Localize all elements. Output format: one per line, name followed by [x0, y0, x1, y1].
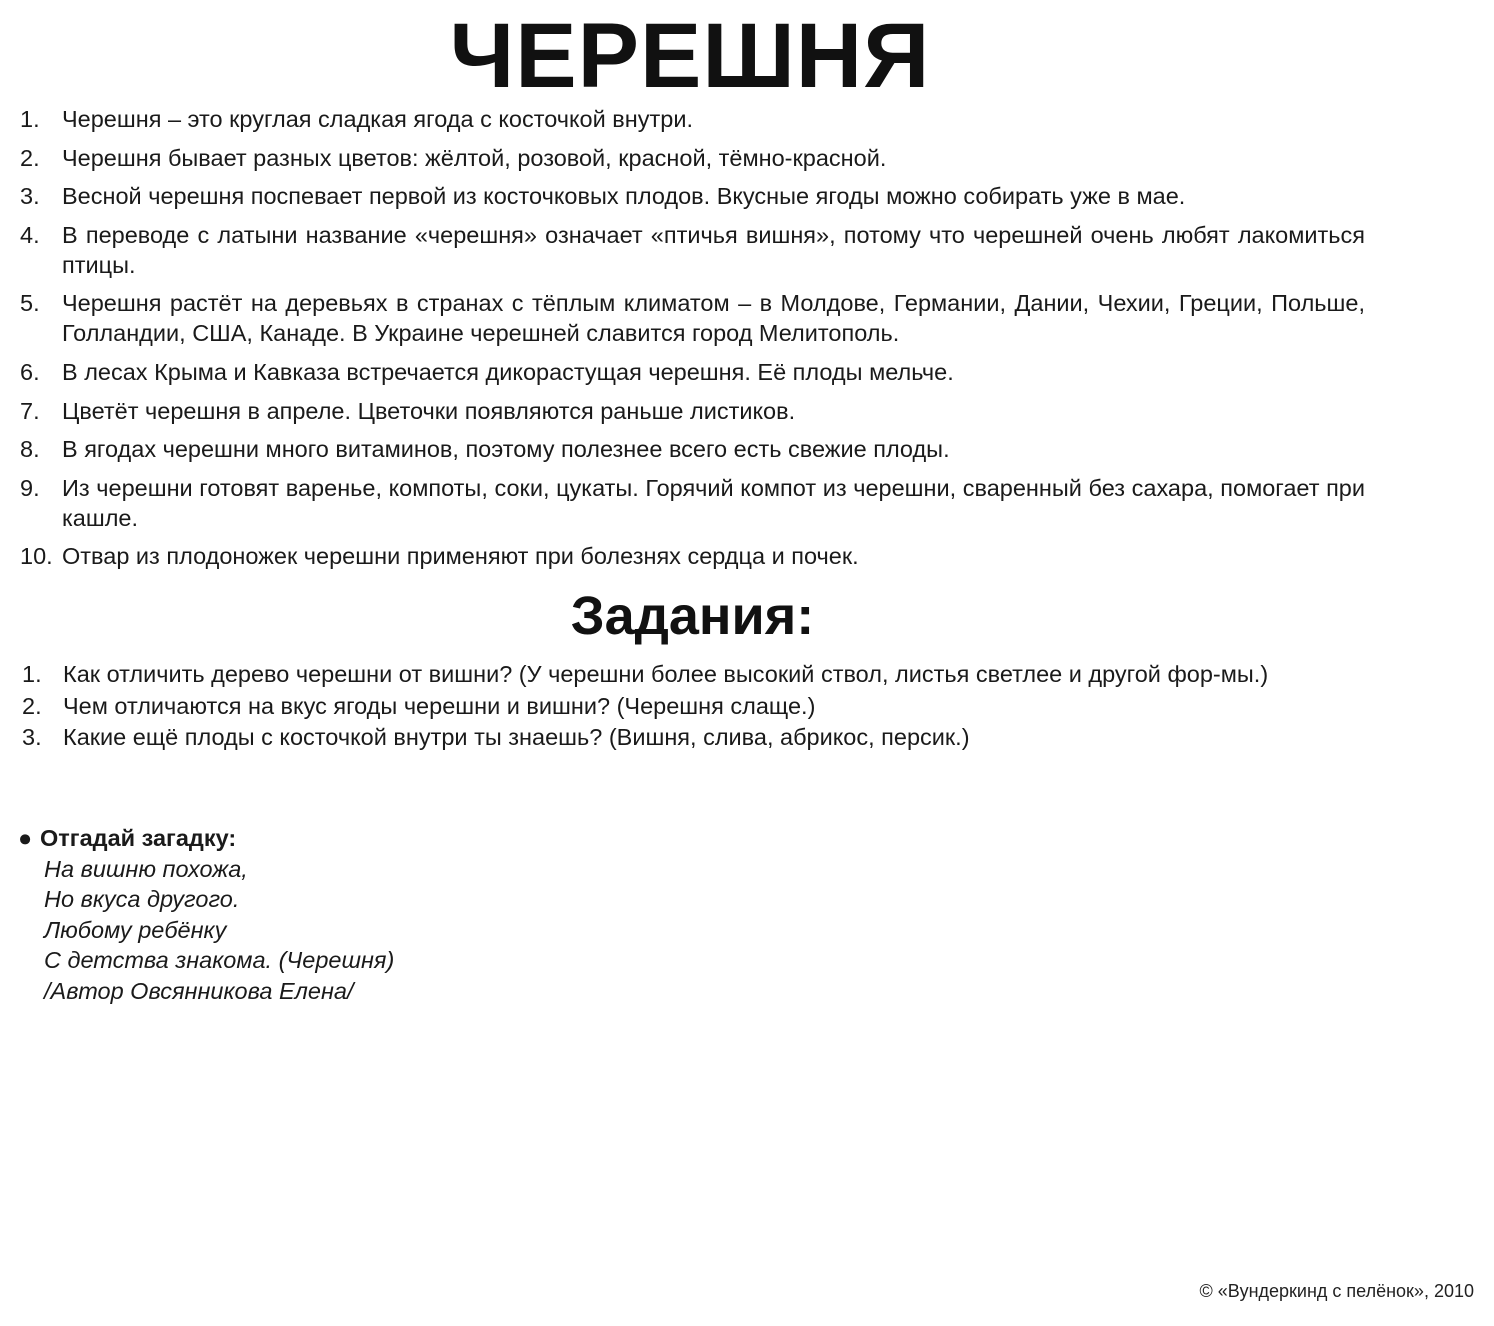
bullet-icon: ●: [18, 825, 33, 851]
task-text: Чем отличаются на вкус ягоды черешни и вишни? (Черешня слаще.): [63, 692, 816, 719]
fact-number: 6.: [20, 358, 40, 385]
fact-item: [20, 143, 1365, 173]
task-number: 3.: [22, 724, 42, 750]
fact-item: [20, 181, 1365, 211]
fact-number: 8.: [20, 436, 40, 463]
task-number: 2.: [22, 692, 42, 719]
copyright-notice: © «Вундеркинд с пелёнок», 2010: [1199, 1281, 1474, 1301]
fact-text: Черешня растёт на деревьях в странах с тёплым климатом – в Молдове, Германии, Дании, Чехии, Греции, Польше, Голландии, США, Канаде. В Украине черешней славится город Мелитополь.: [62, 290, 1365, 347]
riddle-block: [18, 823, 718, 1006]
riddle-author: /Автор Овсянникова Елена/: [44, 977, 354, 1004]
riddle-heading-text: Отгадай загадку:: [40, 825, 237, 851]
fact-text: Весной черешня поспевает первой из косточковых плодов. Вкусные ягоды можно собирать уже в мае.: [62, 183, 1186, 210]
fact-item: [20, 357, 1365, 387]
task-text: Как отличить дерево черешни от вишни? (У черешни более высокий ствол, листья светлее и другой фор-мы.): [63, 661, 1269, 687]
tasks-title: Задания:: [570, 586, 815, 646]
task-number: 1.: [22, 661, 42, 687]
fact-item: [20, 220, 1365, 280]
riddle-line: С детства знакома. (Черешня): [44, 947, 395, 973]
fact-text: Черешня – это круглая сладкая ягода с косточкой внутри.: [62, 106, 693, 132]
fact-item: [20, 104, 1365, 134]
tasks-list: [22, 659, 1362, 754]
fact-number: 4.: [20, 221, 40, 248]
fact-text: Черешня бывает разных цветов: жёлтой, розовой, красной, тёмно-красной.: [62, 144, 887, 171]
fact-number: 5.: [20, 290, 40, 317]
facts-list: [20, 104, 1365, 580]
fact-number: 9.: [20, 474, 40, 501]
fact-number: 3.: [20, 183, 40, 210]
fact-number: 7.: [20, 397, 40, 424]
task-item: [22, 691, 1362, 721]
fact-item: [20, 541, 1365, 571]
task-text: Какие ещё плоды с косточкой внутри ты знаешь? (Вишня, слива, абрикос, персик.): [63, 724, 970, 750]
fact-number: 1.: [20, 106, 40, 132]
page-title: ЧЕРЕШНЯ: [449, 5, 931, 107]
fact-text: В переводе с латыни название «черешня» означает «птичья вишня», потому что черешней очень любят лакомиться птицы.: [62, 221, 1365, 278]
fact-item: [20, 473, 1365, 533]
fact-text: В лесах Крыма и Кавказа встречается дикорастущая черешня. Её плоды мельче.: [62, 358, 954, 385]
task-item: [22, 722, 1362, 752]
fact-text: Отвар из плодоножек черешни применяют при болезнях сердца и почек.: [62, 543, 859, 570]
riddle-heading: [18, 823, 718, 854]
fact-text: Цветёт черешня в апреле. Цветочки появляются раньше листиков.: [62, 397, 796, 424]
fact-text: Из черешни готовят варенье, компоты, соки, цукаты. Горячий компот из черешни, сваренный без сахара, помогает при кашле.: [62, 474, 1365, 531]
riddle-line: На вишню похожа,: [44, 855, 248, 882]
riddle-line: Но вкуса другого.: [44, 886, 240, 912]
fact-item: [20, 288, 1365, 348]
fact-number: 2.: [20, 144, 40, 171]
fact-text: В ягодах черешни много витаминов, поэтому полезнее всего есть свежие плоды.: [62, 436, 950, 463]
fact-item: [20, 434, 1365, 464]
riddle-line: Любому ребёнку: [44, 916, 227, 943]
task-item: [22, 659, 1362, 689]
fact-number: 10.: [20, 543, 53, 570]
fact-item: [20, 396, 1365, 426]
